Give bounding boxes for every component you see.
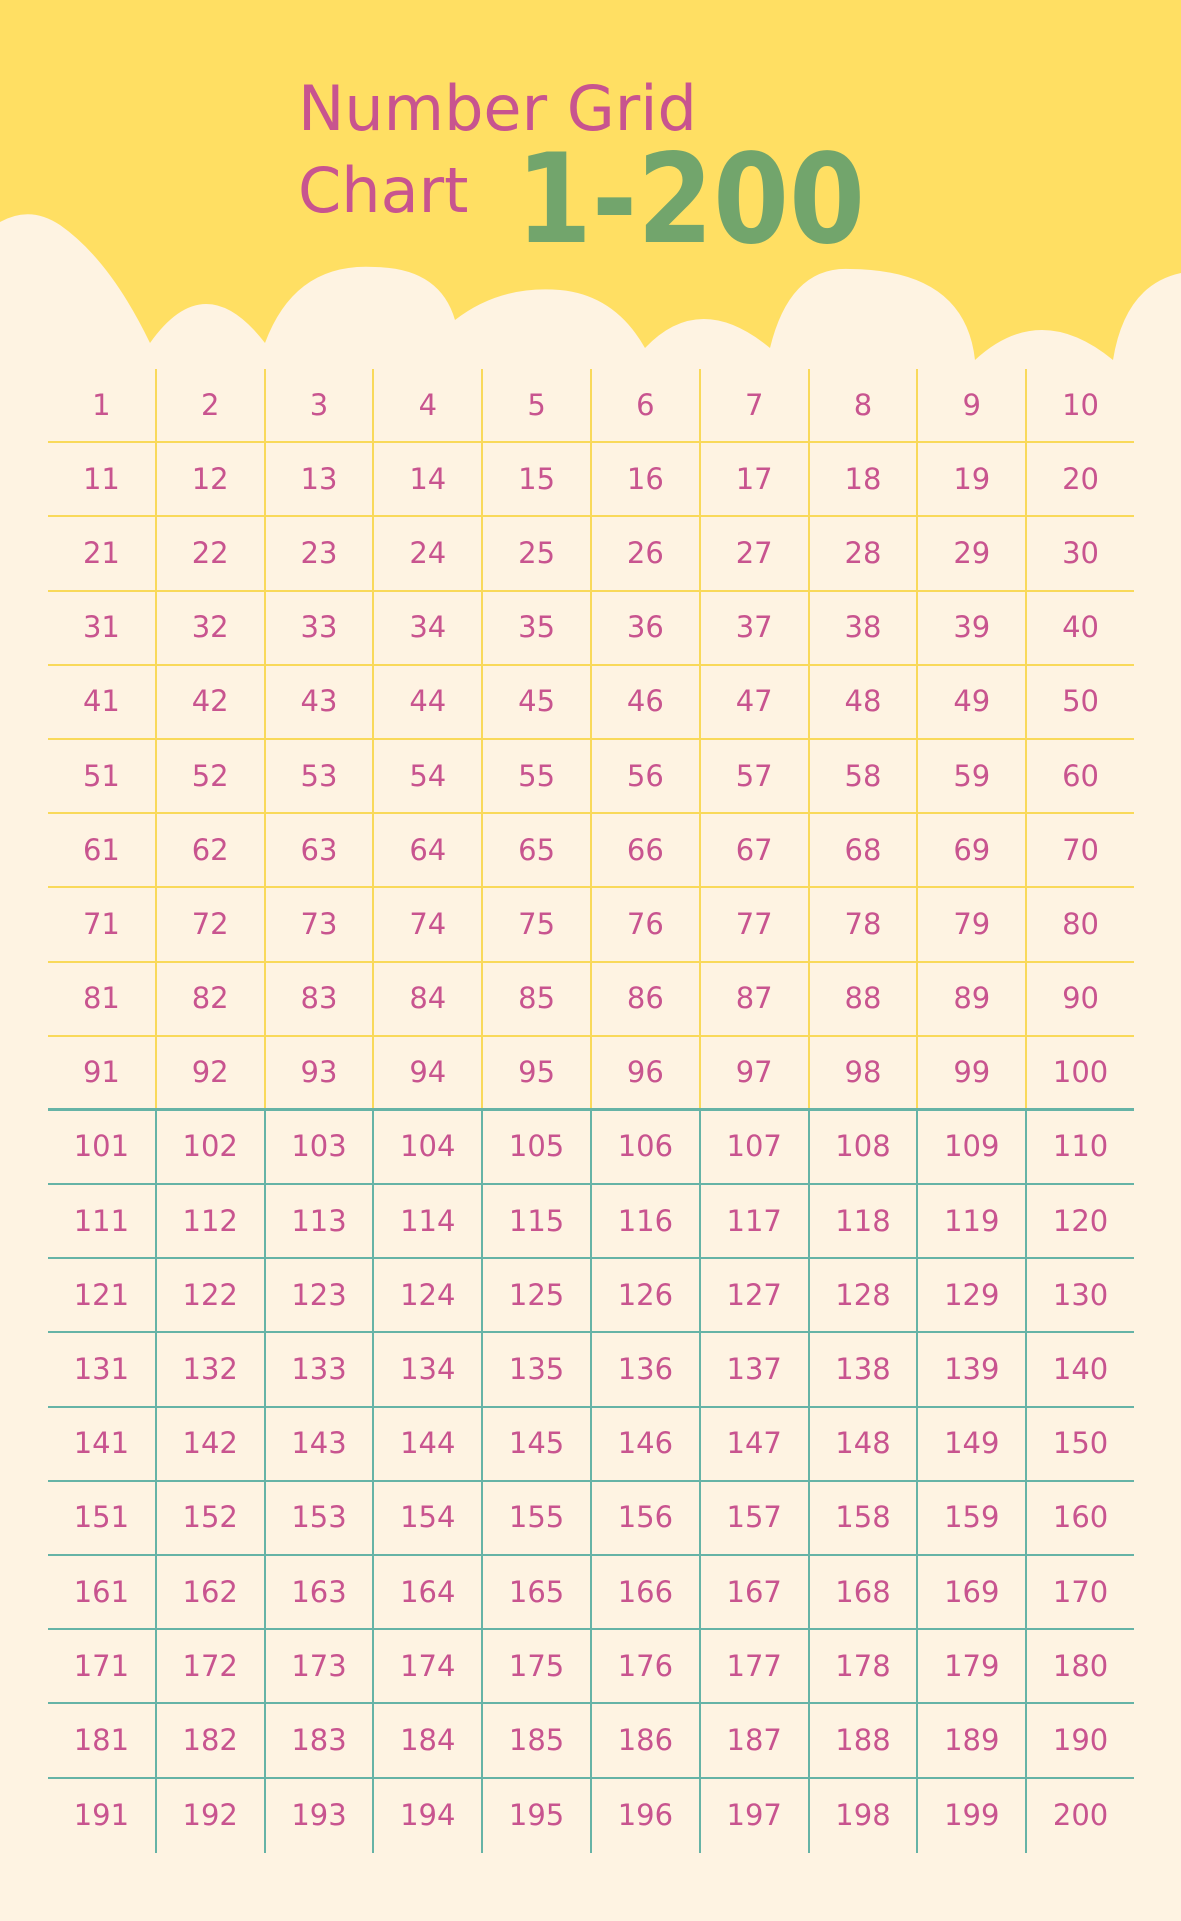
grid-cell: 64 (372, 814, 481, 886)
grid-cell: 150 (1025, 1408, 1134, 1480)
grid-cell: 94 (372, 1037, 481, 1108)
grid-cell: 45 (481, 666, 590, 738)
grid-cell: 114 (372, 1185, 481, 1257)
grid-cell: 46 (590, 666, 699, 738)
grid-cell: 109 (916, 1111, 1025, 1183)
grid-cell: 176 (590, 1630, 699, 1702)
grid-cell: 55 (481, 740, 590, 812)
grid-cell: 20 (1025, 443, 1134, 515)
grid-cell: 160 (1025, 1482, 1134, 1554)
grid-cell: 194 (372, 1779, 481, 1853)
grid-cell: 73 (264, 888, 373, 960)
grid-cell: 8 (808, 369, 917, 441)
grid-cell: 124 (372, 1259, 481, 1331)
grid-row (48, 888, 1134, 962)
grid-cell: 52 (155, 740, 264, 812)
grid-cell: 106 (590, 1111, 699, 1183)
grid-cell: 131 (73, 1352, 130, 1387)
grid-cell: 72 (155, 888, 264, 960)
grid-cell: 175 (481, 1630, 590, 1702)
grid-cell: 104 (372, 1111, 481, 1183)
grid-cell: 127 (699, 1259, 808, 1331)
grid-cell: 117 (699, 1185, 808, 1257)
grid-cell: 71 (82, 906, 120, 941)
grid-cell: 29 (916, 517, 1025, 589)
grid-row (48, 666, 1134, 740)
grid-cell: 152 (155, 1482, 264, 1554)
grid-cell: 105 (481, 1111, 590, 1183)
grid-row (48, 1556, 1134, 1630)
grid-cell: 24 (372, 517, 481, 589)
grid-cell: 116 (590, 1185, 699, 1257)
grid-cell: 164 (372, 1556, 481, 1628)
grid-cell: 91 (82, 1054, 120, 1089)
grid-cell: 2 (155, 369, 264, 441)
grid-cell: 140 (1025, 1333, 1134, 1405)
grid-cell: 186 (590, 1704, 699, 1776)
grid-cell: 119 (916, 1185, 1025, 1257)
grid-cell: 151 (73, 1500, 130, 1535)
grid-cell: 59 (916, 740, 1025, 812)
grid-cell: 179 (916, 1630, 1025, 1702)
grid-cell: 26 (590, 517, 699, 589)
grid-row (48, 369, 1134, 443)
grid-cell: 118 (808, 1185, 917, 1257)
grid-cell: 34 (372, 592, 481, 664)
grid-cell: 166 (590, 1556, 699, 1628)
grid-cell: 65 (481, 814, 590, 886)
grid-cell: 113 (264, 1185, 373, 1257)
grid-cell: 5 (481, 369, 590, 441)
grid-cell: 76 (590, 888, 699, 960)
grid-cell: 158 (808, 1482, 917, 1554)
grid-cell: 96 (590, 1037, 699, 1108)
grid-cell: 123 (264, 1259, 373, 1331)
grid-cell: 159 (916, 1482, 1025, 1554)
grid-row (48, 443, 1134, 517)
grid-cell: 42 (155, 666, 264, 738)
grid-cell: 199 (916, 1779, 1025, 1853)
grid-cell: 84 (372, 963, 481, 1035)
grid-cell: 142 (155, 1408, 264, 1480)
grid-cell: 80 (1025, 888, 1134, 960)
grid-cell: 97 (699, 1037, 808, 1108)
grid-cell: 43 (264, 666, 373, 738)
grid-cell: 133 (264, 1333, 373, 1405)
grid-cell: 177 (699, 1630, 808, 1702)
grid-row (48, 1111, 1134, 1185)
grid-cell: 130 (1025, 1259, 1134, 1331)
title-range: 1-200 (516, 128, 866, 272)
grid-cell: 126 (590, 1259, 699, 1331)
grid-cell: 174 (372, 1630, 481, 1702)
grid-row (48, 517, 1134, 591)
number-grid (48, 369, 1134, 1853)
grid-cell: 15 (481, 443, 590, 515)
grid-cell: 110 (1025, 1111, 1134, 1183)
grid-cell: 145 (481, 1408, 590, 1480)
grid-cell: 63 (264, 814, 373, 886)
grid-cell: 17 (699, 443, 808, 515)
grid-cell: 183 (264, 1704, 373, 1776)
grid-cell: 51 (82, 758, 120, 793)
grid-cell: 83 (264, 963, 373, 1035)
grid-cell: 190 (1025, 1704, 1134, 1776)
grid-cell: 77 (699, 888, 808, 960)
grid-cell: 173 (264, 1630, 373, 1702)
title-line-1: Number Grid (298, 72, 697, 145)
grid-cell: 22 (155, 517, 264, 589)
grid-cell: 187 (699, 1704, 808, 1776)
grid-cell: 70 (1025, 814, 1134, 886)
grid-cell: 92 (155, 1037, 264, 1108)
grid-cell: 161 (73, 1574, 130, 1609)
grid-cell: 169 (916, 1556, 1025, 1628)
grid-cell: 163 (264, 1556, 373, 1628)
grid-cell: 139 (916, 1333, 1025, 1405)
grid-cell: 35 (481, 592, 590, 664)
grid-cell: 48 (808, 666, 917, 738)
grid-cell: 18 (808, 443, 917, 515)
grid-cell: 75 (481, 888, 590, 960)
grid-row (48, 1704, 1134, 1778)
grid-cell: 87 (699, 963, 808, 1035)
grid-cell: 189 (916, 1704, 1025, 1776)
grid-cell: 128 (808, 1259, 917, 1331)
grid-cell: 112 (155, 1185, 264, 1257)
grid-cell: 193 (264, 1779, 373, 1853)
grid-cell: 93 (264, 1037, 373, 1108)
grid-row (48, 740, 1134, 814)
grid-cell: 32 (155, 592, 264, 664)
grid-cell: 25 (481, 517, 590, 589)
grid-cell: 9 (916, 369, 1025, 441)
grid-cell: 19 (916, 443, 1025, 515)
grid-row (48, 1185, 1134, 1259)
grid-cell: 57 (699, 740, 808, 812)
grid-cell: 180 (1025, 1630, 1134, 1702)
grid-cell: 172 (155, 1630, 264, 1702)
grid-cell: 144 (372, 1408, 481, 1480)
grid-row (48, 1037, 1134, 1111)
grid-cell: 135 (481, 1333, 590, 1405)
grid-cell: 197 (699, 1779, 808, 1853)
grid-cell: 74 (372, 888, 481, 960)
grid-cell: 86 (590, 963, 699, 1035)
grid-cell: 185 (481, 1704, 590, 1776)
grid-cell: 4 (372, 369, 481, 441)
grid-cell: 3 (264, 369, 373, 441)
grid-cell: 47 (699, 666, 808, 738)
grid-cell: 66 (590, 814, 699, 886)
grid-cell: 61 (82, 832, 120, 867)
grid-cell: 50 (1025, 666, 1134, 738)
grid-row (48, 1779, 1134, 1853)
grid-cell: 108 (808, 1111, 917, 1183)
grid-cell: 79 (916, 888, 1025, 960)
grid-cell: 56 (590, 740, 699, 812)
grid-cell: 1 (92, 387, 111, 422)
grid-cell: 137 (699, 1333, 808, 1405)
grid-cell: 37 (699, 592, 808, 664)
grid-row (48, 592, 1134, 666)
grid-cell: 111 (73, 1203, 130, 1238)
grid-cell: 162 (155, 1556, 264, 1628)
grid-cell: 115 (481, 1185, 590, 1257)
grid-cell: 39 (916, 592, 1025, 664)
grid-cell: 103 (264, 1111, 373, 1183)
grid-cell: 69 (916, 814, 1025, 886)
grid-cell: 12 (155, 443, 264, 515)
grid-cell: 53 (264, 740, 373, 812)
grid-cell: 157 (699, 1482, 808, 1554)
grid-cell: 170 (1025, 1556, 1134, 1628)
grid-cell: 182 (155, 1704, 264, 1776)
grid-cell: 68 (808, 814, 917, 886)
grid-cell: 102 (155, 1111, 264, 1183)
grid-cell: 195 (481, 1779, 590, 1853)
grid-cell: 81 (82, 981, 120, 1016)
grid-cell: 85 (481, 963, 590, 1035)
grid-cell: 101 (73, 1129, 130, 1164)
grid-cell: 165 (481, 1556, 590, 1628)
grid-row (48, 1408, 1134, 1482)
grid-cell: 134 (372, 1333, 481, 1405)
grid-cell: 100 (1025, 1037, 1134, 1108)
grid-cell: 200 (1025, 1779, 1134, 1853)
grid-cell: 78 (808, 888, 917, 960)
grid-cell: 30 (1025, 517, 1134, 589)
grid-cell: 23 (264, 517, 373, 589)
grid-cell: 88 (808, 963, 917, 1035)
grid-cell: 36 (590, 592, 699, 664)
grid-cell: 90 (1025, 963, 1134, 1035)
grid-cell: 11 (82, 461, 120, 496)
grid-cell: 156 (590, 1482, 699, 1554)
title-line-2: Chart (298, 154, 469, 227)
grid-cell: 141 (73, 1426, 130, 1461)
grid-cell: 6 (590, 369, 699, 441)
grid-cell: 168 (808, 1556, 917, 1628)
grid-row (48, 1333, 1134, 1407)
grid-cell: 167 (699, 1556, 808, 1628)
grid-cell: 192 (155, 1779, 264, 1853)
grid-cell: 181 (73, 1722, 130, 1757)
grid-cell: 49 (916, 666, 1025, 738)
grid-cell: 136 (590, 1333, 699, 1405)
grid-cell: 28 (808, 517, 917, 589)
grid-cell: 31 (82, 610, 120, 645)
grid-cell: 54 (372, 740, 481, 812)
grid-cell: 143 (264, 1408, 373, 1480)
grid-cell: 14 (372, 443, 481, 515)
grid-cell: 13 (264, 443, 373, 515)
grid-cell: 155 (481, 1482, 590, 1554)
grid-cell: 89 (916, 963, 1025, 1035)
grid-cell: 67 (699, 814, 808, 886)
grid-cell: 58 (808, 740, 917, 812)
grid-cell: 147 (699, 1408, 808, 1480)
grid-cell: 184 (372, 1704, 481, 1776)
grid-cell: 7 (699, 369, 808, 441)
grid-cell: 188 (808, 1704, 917, 1776)
grid-row (48, 1630, 1134, 1704)
grid-cell: 148 (808, 1408, 917, 1480)
grid-cell: 146 (590, 1408, 699, 1480)
grid-cell: 149 (916, 1408, 1025, 1480)
grid-cell: 62 (155, 814, 264, 886)
grid-cell: 125 (481, 1259, 590, 1331)
grid-cell: 198 (808, 1779, 917, 1853)
grid-cell: 44 (372, 666, 481, 738)
grid-cell: 82 (155, 963, 264, 1035)
grid-cell: 132 (155, 1333, 264, 1405)
grid-cell: 60 (1025, 740, 1134, 812)
grid-row (48, 1259, 1134, 1333)
grid-cell: 122 (155, 1259, 264, 1331)
grid-cell: 154 (372, 1482, 481, 1554)
grid-cell: 99 (916, 1037, 1025, 1108)
grid-cell: 129 (916, 1259, 1025, 1331)
grid-cell: 171 (73, 1648, 130, 1683)
grid-cell: 121 (73, 1277, 130, 1312)
grid-cell: 27 (699, 517, 808, 589)
grid-row (48, 963, 1134, 1037)
grid-cell: 16 (590, 443, 699, 515)
grid-cell: 95 (481, 1037, 590, 1108)
grid-cell: 98 (808, 1037, 917, 1108)
grid-row (48, 1482, 1134, 1556)
grid-row (48, 814, 1134, 888)
grid-cell: 178 (808, 1630, 917, 1702)
grid-cell: 41 (82, 684, 120, 719)
grid-cell: 153 (264, 1482, 373, 1554)
grid-cell: 40 (1025, 592, 1134, 664)
grid-cell: 107 (699, 1111, 808, 1183)
grid-cell: 191 (73, 1798, 130, 1833)
grid-cell: 196 (590, 1779, 699, 1853)
grid-cell: 10 (1025, 369, 1134, 441)
grid-cell: 21 (82, 535, 120, 570)
grid-cell: 120 (1025, 1185, 1134, 1257)
grid-cell: 38 (808, 592, 917, 664)
grid-cell: 138 (808, 1333, 917, 1405)
grid-cell: 33 (264, 592, 373, 664)
